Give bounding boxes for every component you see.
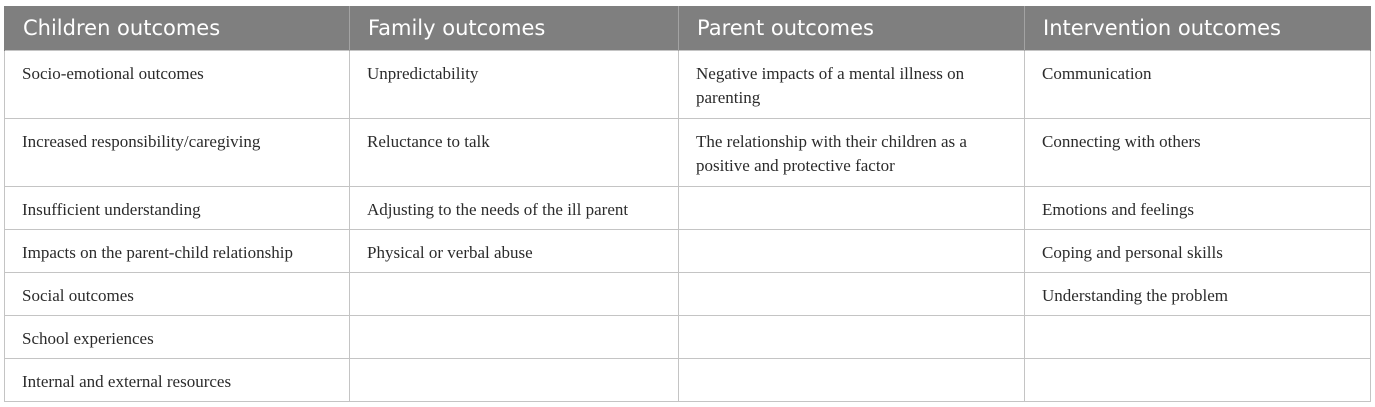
table-cell: Emotions and feelings xyxy=(1025,187,1371,230)
table-cell xyxy=(679,273,1025,316)
table-row xyxy=(5,230,1371,273)
table-cell: Socio-emotional outcomes xyxy=(5,51,350,119)
table-cell: Impacts on the parent-child relationship xyxy=(5,230,350,273)
table-cell xyxy=(679,359,1025,402)
table-cell xyxy=(350,359,679,402)
table-cell: Social outcomes xyxy=(5,273,350,316)
table-cell: Connecting with others xyxy=(1025,119,1371,187)
header-row xyxy=(5,6,1371,51)
table-row xyxy=(5,187,1371,230)
outcomes-table xyxy=(4,6,1371,402)
header-family-outcomes: Family outcomes xyxy=(350,6,679,51)
table-cell: Increased responsibility/caregiving xyxy=(5,119,350,187)
table-cell xyxy=(350,273,679,316)
table-row xyxy=(5,316,1371,359)
table-row xyxy=(5,51,1371,119)
table-cell xyxy=(679,316,1025,359)
table-cell xyxy=(1025,359,1371,402)
table-cell: Insufficient understanding xyxy=(5,187,350,230)
table-cell: Unpredictability xyxy=(350,51,679,119)
header-children-outcomes: Children outcomes xyxy=(5,6,350,51)
table-cell: Understanding the problem xyxy=(1025,273,1371,316)
table-cell xyxy=(1025,316,1371,359)
table-row xyxy=(5,273,1371,316)
table-row xyxy=(5,119,1371,187)
header-parent-outcomes: Parent outcomes xyxy=(679,6,1025,51)
table-cell: Communication xyxy=(1025,51,1371,119)
header-intervention-outcomes: Intervention outcomes xyxy=(1025,6,1371,51)
table-cell: Physical or verbal abuse xyxy=(350,230,679,273)
table-cell: Reluctance to talk xyxy=(350,119,679,187)
table-row xyxy=(5,359,1371,402)
table-cell: Adjusting to the needs of the ill parent xyxy=(350,187,679,230)
table-cell: Negative impacts of a mental illness on parenting xyxy=(679,51,1025,119)
table-cell: Internal and external resources xyxy=(5,359,350,402)
table-cell: Coping and personal skills xyxy=(1025,230,1371,273)
table-cell xyxy=(350,316,679,359)
table-cell: The relationship with their children as a positive and protective factor xyxy=(679,119,1025,187)
table-cell xyxy=(679,230,1025,273)
table-cell: School experiences xyxy=(5,316,350,359)
table-cell xyxy=(679,187,1025,230)
